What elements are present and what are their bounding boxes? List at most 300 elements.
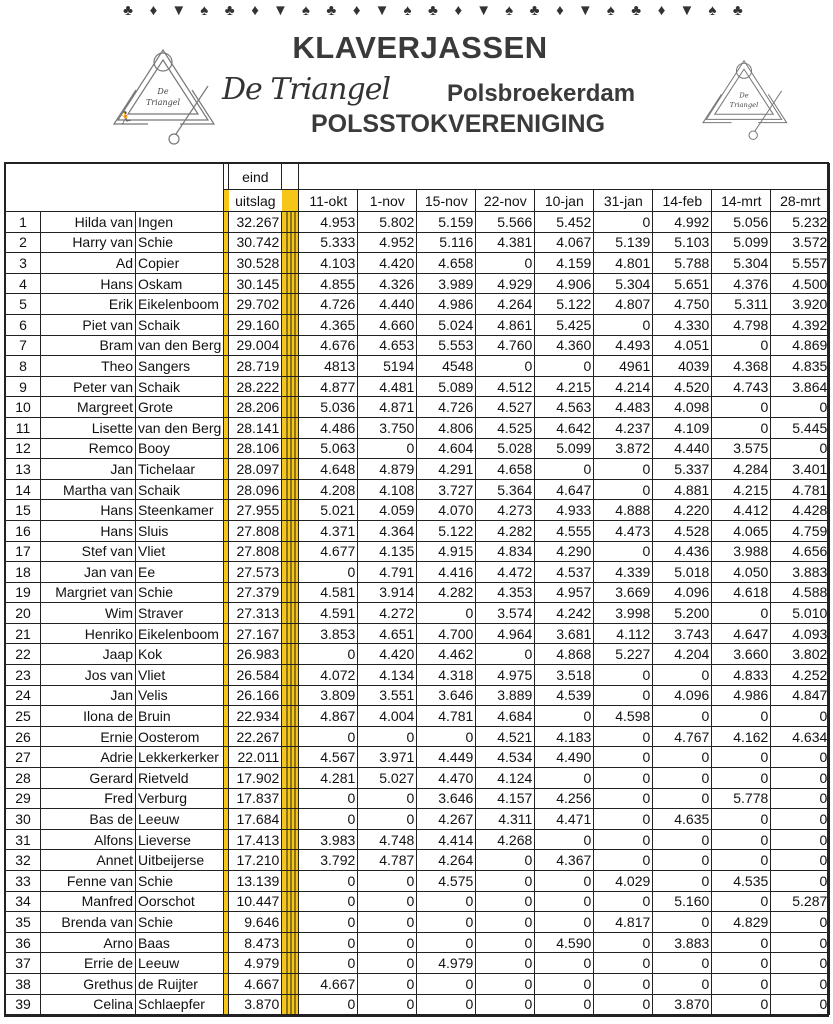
total-score-cell: 26.166 — [229, 685, 282, 706]
score-cell: 0 — [771, 768, 830, 789]
score-cell: 4.483 — [594, 397, 653, 418]
score-cell: 0 — [771, 850, 830, 871]
last-name-cell: Ingen — [136, 212, 224, 233]
diamonds-suit-icon: ♦ — [556, 2, 564, 19]
last-name-cell: Leeuw — [136, 809, 224, 830]
score-cell: 0 — [535, 459, 594, 480]
score-cell: 4.282 — [417, 582, 476, 603]
score-cell: 0 — [771, 953, 830, 974]
score-cell: 4.726 — [417, 397, 476, 418]
score-cell: 4.472 — [476, 562, 535, 583]
rank-cell: 10 — [6, 397, 41, 418]
yellow-striped-separator — [282, 973, 299, 994]
score-cell: 0 — [594, 479, 653, 500]
score-cell: 4.490 — [535, 747, 594, 768]
score-cell: 5.553 — [417, 335, 476, 356]
hearts-suit-icon: ▼ — [476, 2, 492, 19]
total-score-cell: 9.646 — [229, 912, 282, 933]
yellow-striped-separator — [282, 562, 299, 583]
score-cell: 4.371 — [299, 520, 358, 541]
score-cell: 3.727 — [417, 479, 476, 500]
score-cell: 0 — [299, 871, 358, 892]
total-score-cell: 30.528 — [229, 253, 282, 274]
score-cell: 0 — [476, 953, 535, 974]
score-cell: 4.658 — [417, 253, 476, 274]
score-cell: 4.667 — [299, 973, 358, 994]
score-cell: 4.065 — [712, 520, 771, 541]
score-cell: 0 — [594, 788, 653, 809]
score-cell: 4.781 — [771, 479, 830, 500]
score-cell: 4.781 — [417, 706, 476, 727]
last-name-cell: Verburg — [136, 788, 224, 809]
total-header-line1: eind — [229, 164, 282, 190]
score-cell: 0 — [594, 953, 653, 974]
score-cell: 0 — [358, 871, 417, 892]
score-cell: 0 — [653, 912, 712, 933]
yellow-striped-separator — [282, 273, 299, 294]
table-row — [6, 253, 830, 274]
total-score-cell: 28.719 — [229, 356, 282, 377]
table-row — [6, 520, 830, 541]
table-row — [6, 747, 830, 768]
first-name-cell: Bram — [41, 335, 136, 356]
score-cell: 0 — [712, 603, 771, 624]
score-cell: 4.877 — [299, 376, 358, 397]
score-cell: 0 — [358, 788, 417, 809]
first-name-cell: Hans — [41, 273, 136, 294]
score-cell: 4.798 — [712, 314, 771, 335]
score-cell: 4.208 — [299, 479, 358, 500]
score-cell: 3.802 — [771, 644, 830, 665]
score-cell: 4.748 — [358, 829, 417, 850]
score-cell: 0 — [476, 644, 535, 665]
score-cell: 0 — [535, 829, 594, 850]
hearts-suit-icon: ▼ — [273, 2, 288, 19]
score-cell: 5.287 — [771, 891, 830, 912]
score-cell: 5.802 — [358, 212, 417, 233]
score-cell: 0 — [417, 912, 476, 933]
score-cell: 0 — [594, 850, 653, 871]
total-score-cell: 8.473 — [229, 932, 282, 953]
score-cell: 5.452 — [535, 212, 594, 233]
score-cell: 0 — [299, 726, 358, 747]
table-row — [6, 356, 830, 377]
score-cell: 4.098 — [653, 397, 712, 418]
score-cell: 3.983 — [299, 829, 358, 850]
table-row — [6, 829, 830, 850]
score-cell: 4.291 — [417, 459, 476, 480]
last-name-cell: Vliet — [136, 541, 224, 562]
rank-cell: 19 — [6, 582, 41, 603]
table-row — [6, 582, 830, 603]
clubs-suit-icon: ♣ — [123, 2, 133, 19]
yellow-striped-separator — [282, 994, 299, 1015]
score-cell: 0 — [299, 809, 358, 830]
score-cell: 4.759 — [771, 520, 830, 541]
score-cell: 4.051 — [653, 335, 712, 356]
score-cell: 4.563 — [535, 397, 594, 418]
score-cell: 5.566 — [476, 212, 535, 233]
yellow-striped-separator — [282, 850, 299, 871]
first-name-cell: Jos van — [41, 665, 136, 686]
total-score-cell: 32.267 — [229, 212, 282, 233]
score-cell: 4.992 — [653, 212, 712, 233]
score-cell: 4.486 — [299, 417, 358, 438]
score-cell: 0 — [712, 994, 771, 1015]
first-name-cell: Stef van — [41, 541, 136, 562]
total-score-cell: 13.139 — [229, 871, 282, 892]
rank-cell: 25 — [6, 706, 41, 727]
rank-cell: 34 — [6, 891, 41, 912]
score-cell: 4.481 — [358, 376, 417, 397]
score-cell: 4.365 — [299, 314, 358, 335]
table-row — [6, 788, 830, 809]
total-score-cell: 27.955 — [229, 500, 282, 521]
score-cell: 0 — [594, 768, 653, 789]
score-cell: 4.726 — [299, 294, 358, 315]
score-cell: 4.647 — [712, 623, 771, 644]
yellow-striped-separator — [282, 500, 299, 521]
score-cell: 4.647 — [535, 479, 594, 500]
yellow-striped-separator — [282, 253, 299, 274]
score-cell: 4.339 — [594, 562, 653, 583]
score-cell: 4.029 — [594, 871, 653, 892]
table-row — [6, 438, 830, 459]
total-score-cell: 27.808 — [229, 541, 282, 562]
date-header: 15-nov — [417, 190, 476, 212]
score-cell: 0 — [771, 871, 830, 892]
score-cell: 4.952 — [358, 232, 417, 253]
yellow-striped-separator — [282, 623, 299, 644]
score-cell: 3.809 — [299, 685, 358, 706]
score-cell: 5.036 — [299, 397, 358, 418]
yellow-striped-separator — [282, 479, 299, 500]
score-cell: 4.109 — [653, 417, 712, 438]
last-name-cell: Baas — [136, 932, 224, 953]
score-cell: 4.535 — [712, 871, 771, 892]
score-cell: 4813 — [299, 356, 358, 377]
score-cell: 0 — [358, 438, 417, 459]
total-score-cell: 22.267 — [229, 726, 282, 747]
score-cell: 0 — [417, 932, 476, 953]
rank-cell: 20 — [6, 603, 41, 624]
score-cell: 5.425 — [535, 314, 594, 335]
score-cell: 4.906 — [535, 273, 594, 294]
score-cell: 4.527 — [476, 397, 535, 418]
score-cell: 0 — [771, 809, 830, 830]
score-cell: 4.642 — [535, 417, 594, 438]
first-name-cell: Hilda van — [41, 212, 136, 233]
score-cell: 5.227 — [594, 644, 653, 665]
total-score-cell: 30.145 — [229, 273, 282, 294]
score-cell: 4.590 — [535, 932, 594, 953]
page-title: KLAVERJASSEN — [292, 30, 548, 65]
score-cell: 0 — [358, 891, 417, 912]
total-score-cell: 22.934 — [229, 706, 282, 727]
score-cell: 0 — [653, 871, 712, 892]
score-cell: 4961 — [594, 356, 653, 377]
yellow-striped-separator — [282, 644, 299, 665]
table-row — [6, 417, 830, 438]
rank-cell: 15 — [6, 500, 41, 521]
spades-suit-icon: ♠ — [301, 2, 310, 19]
clubs-suit-icon: ♣ — [732, 2, 743, 19]
score-cell: 0 — [535, 953, 594, 974]
rank-cell: 36 — [6, 932, 41, 953]
rank-cell: 3 — [6, 253, 41, 274]
score-cell: 0 — [712, 768, 771, 789]
score-cell: 4.420 — [358, 253, 417, 274]
score-cell: 3.883 — [653, 932, 712, 953]
total-score-cell: 17.210 — [229, 850, 282, 871]
score-cell: 5.099 — [712, 232, 771, 253]
score-cell: 4.473 — [594, 520, 653, 541]
score-cell: 3.889 — [476, 685, 535, 706]
first-name-cell: Jan — [41, 459, 136, 480]
score-cell: 4.658 — [476, 459, 535, 480]
table-row — [6, 376, 830, 397]
first-name-cell: Jan — [41, 685, 136, 706]
score-cell: 4.282 — [476, 520, 535, 541]
score-cell: 4.868 — [535, 644, 594, 665]
rank-cell: 29 — [6, 788, 41, 809]
last-name-cell: Grote — [136, 397, 224, 418]
spades-suit-icon: ♠ — [200, 2, 209, 19]
score-cell: 4.368 — [712, 356, 771, 377]
score-cell: 0 — [299, 788, 358, 809]
table-row — [6, 973, 830, 994]
last-name-cell: Schie — [136, 912, 224, 933]
table-row — [6, 953, 830, 974]
yellow-striped-separator — [282, 376, 299, 397]
score-cell: 4.651 — [358, 623, 417, 644]
score-cell: 0 — [771, 829, 830, 850]
first-name-cell: Theo — [41, 356, 136, 377]
yellow-striped-separator — [282, 788, 299, 809]
table-row — [6, 891, 830, 912]
date-header: 1-nov — [358, 190, 417, 212]
score-cell: 4.791 — [358, 562, 417, 583]
score-cell: 4.252 — [771, 665, 830, 686]
score-cell: 4.835 — [771, 356, 830, 377]
score-cell: 0 — [771, 438, 830, 459]
rank-cell: 1 — [6, 212, 41, 233]
score-cell: 4.986 — [417, 294, 476, 315]
yellow-striped-separator — [282, 912, 299, 933]
score-cell: 4.588 — [771, 582, 830, 603]
score-cell: 3.646 — [417, 685, 476, 706]
first-name-cell: Ilona de — [41, 706, 136, 727]
score-cell: 4.096 — [653, 685, 712, 706]
total-score-cell: 28.106 — [229, 438, 282, 459]
score-cell: 3.853 — [299, 623, 358, 644]
rank-cell: 28 — [6, 768, 41, 789]
score-cell: 4.470 — [417, 768, 476, 789]
score-cell: 4.975 — [476, 665, 535, 686]
yellow-striped-separator — [282, 232, 299, 253]
last-name-cell: Schie — [136, 871, 224, 892]
score-cell: 5.099 — [535, 438, 594, 459]
total-score-cell: 27.573 — [229, 562, 282, 583]
score-cell: 0 — [299, 912, 358, 933]
total-score-cell: 29.702 — [229, 294, 282, 315]
first-name-cell: Henriko — [41, 623, 136, 644]
yellow-striped-separator — [282, 932, 299, 953]
first-name-cell: Fred — [41, 788, 136, 809]
total-score-cell: 3.870 — [229, 994, 282, 1015]
score-cell: 4.604 — [417, 438, 476, 459]
score-cell: 4.881 — [653, 479, 712, 500]
score-cell: 4.183 — [535, 726, 594, 747]
first-name-cell: Adrie — [41, 747, 136, 768]
score-cell: 3.998 — [594, 603, 653, 624]
total-score-cell: 30.742 — [229, 232, 282, 253]
score-cell: 0 — [358, 809, 417, 830]
logo-text-triangel: Triangel — [729, 100, 759, 109]
first-name-cell: Margriet van — [41, 582, 136, 603]
total-score-cell: 27.379 — [229, 582, 282, 603]
first-name-cell: Lisette — [41, 417, 136, 438]
score-cell: 5.160 — [653, 891, 712, 912]
score-cell: 5.337 — [653, 459, 712, 480]
yellow-striped-separator — [282, 459, 299, 480]
total-score-cell: 4.979 — [229, 953, 282, 974]
score-cell: 3.864 — [771, 376, 830, 397]
rank-cell: 13 — [6, 459, 41, 480]
score-cell: 4.660 — [358, 314, 417, 335]
score-cell: 4.284 — [712, 459, 771, 480]
first-name-cell: Hans — [41, 520, 136, 541]
score-cell: 3.669 — [594, 582, 653, 603]
last-name-cell: Oskam — [136, 273, 224, 294]
score-cell: 0 — [476, 356, 535, 377]
table-row — [6, 809, 830, 830]
score-cell: 0 — [594, 994, 653, 1015]
score-cell: 0 — [417, 994, 476, 1015]
header-row-1 — [6, 164, 830, 190]
score-cell: 0 — [594, 459, 653, 480]
last-name-cell: Schie — [136, 232, 224, 253]
score-cell: 4.861 — [476, 314, 535, 335]
score-cell: 0 — [535, 973, 594, 994]
score-cell: 5.651 — [653, 273, 712, 294]
score-cell: 4.833 — [712, 665, 771, 686]
spades-suit-icon: ♠ — [505, 2, 514, 19]
score-cell: 4.618 — [712, 582, 771, 603]
first-name-cell: Martha van — [41, 479, 136, 500]
score-cell: 4.635 — [653, 809, 712, 830]
score-cell: 0 — [299, 891, 358, 912]
rank-cell: 16 — [6, 520, 41, 541]
first-name-cell: Ad — [41, 253, 136, 274]
total-score-cell: 26.584 — [229, 665, 282, 686]
last-name-cell: de Ruijter — [136, 973, 224, 994]
score-cell: 0 — [476, 253, 535, 274]
score-cell: 4.103 — [299, 253, 358, 274]
score-cell: 0 — [594, 891, 653, 912]
score-cell: 4.124 — [476, 768, 535, 789]
score-cell: 4.855 — [299, 273, 358, 294]
score-cell: 4039 — [653, 356, 712, 377]
score-cell: 0 — [653, 665, 712, 686]
first-name-cell: Gerard — [41, 768, 136, 789]
last-name-cell: van den Berg — [136, 417, 224, 438]
score-cell: 4.392 — [771, 314, 830, 335]
first-name-cell: Bas de — [41, 809, 136, 830]
score-cell: 0 — [712, 335, 771, 356]
last-name-cell: Eikelenboom — [136, 623, 224, 644]
score-cell: 4.159 — [535, 253, 594, 274]
score-cell: 5.103 — [653, 232, 712, 253]
score-cell: 4.471 — [535, 809, 594, 830]
score-cell: 4.676 — [299, 335, 358, 356]
score-cell: 4.953 — [299, 212, 358, 233]
yellow-striped-separator — [282, 541, 299, 562]
score-cell: 4.656 — [771, 541, 830, 562]
rank-cell: 22 — [6, 644, 41, 665]
score-cell: 4.273 — [476, 500, 535, 521]
score-cell: 4.677 — [299, 541, 358, 562]
rank-cell: 11 — [6, 417, 41, 438]
total-header-line2: uitslag — [229, 190, 282, 212]
score-cell: 0 — [653, 747, 712, 768]
score-cell: 4.879 — [358, 459, 417, 480]
score-cell: 4.108 — [358, 479, 417, 500]
diamonds-suit-icon: ♦ — [251, 2, 259, 19]
score-cell: 5.028 — [476, 438, 535, 459]
diamonds-suit-icon: ♦ — [454, 2, 463, 19]
score-cell: 4.869 — [771, 335, 830, 356]
score-cell: 0 — [594, 314, 653, 335]
score-cell: 0 — [299, 644, 358, 665]
first-name-cell: Piet van — [41, 314, 136, 335]
score-cell: 5.232 — [771, 212, 830, 233]
yellow-striped-separator — [282, 314, 299, 335]
last-name-cell: Oosterom — [136, 726, 224, 747]
score-cell: 0 — [476, 973, 535, 994]
score-cell: 5.056 — [712, 212, 771, 233]
score-cell: 4.134 — [358, 665, 417, 686]
table-row — [6, 665, 830, 686]
score-cell: 0 — [535, 871, 594, 892]
yellow-striped-separator — [282, 747, 299, 768]
score-cell: 4548 — [417, 356, 476, 377]
rank-cell: 31 — [6, 829, 41, 850]
score-cell: 0 — [594, 932, 653, 953]
score-cell: 4.807 — [594, 294, 653, 315]
score-cell: 4.933 — [535, 500, 594, 521]
score-cell: 4.204 — [653, 644, 712, 665]
total-score-cell: 27.313 — [229, 603, 282, 624]
rank-cell: 30 — [6, 809, 41, 830]
score-cell: 4.360 — [535, 335, 594, 356]
score-cell: 4.521 — [476, 726, 535, 747]
first-name-cell: Manfred — [41, 891, 136, 912]
score-cell: 0 — [594, 809, 653, 830]
score-cell: 0 — [653, 953, 712, 974]
date-header: 14-feb — [653, 190, 712, 212]
score-cell: 4.267 — [417, 809, 476, 830]
last-name-cell: Velis — [136, 685, 224, 706]
score-cell: 4.311 — [476, 809, 535, 830]
table-row — [6, 685, 830, 706]
first-name-cell: Wim — [41, 603, 136, 624]
rank-cell: 6 — [6, 314, 41, 335]
score-cell: 5.010 — [771, 603, 830, 624]
score-cell: 0 — [417, 891, 476, 912]
score-cell: 0 — [712, 829, 771, 850]
score-cell: 0 — [771, 788, 830, 809]
